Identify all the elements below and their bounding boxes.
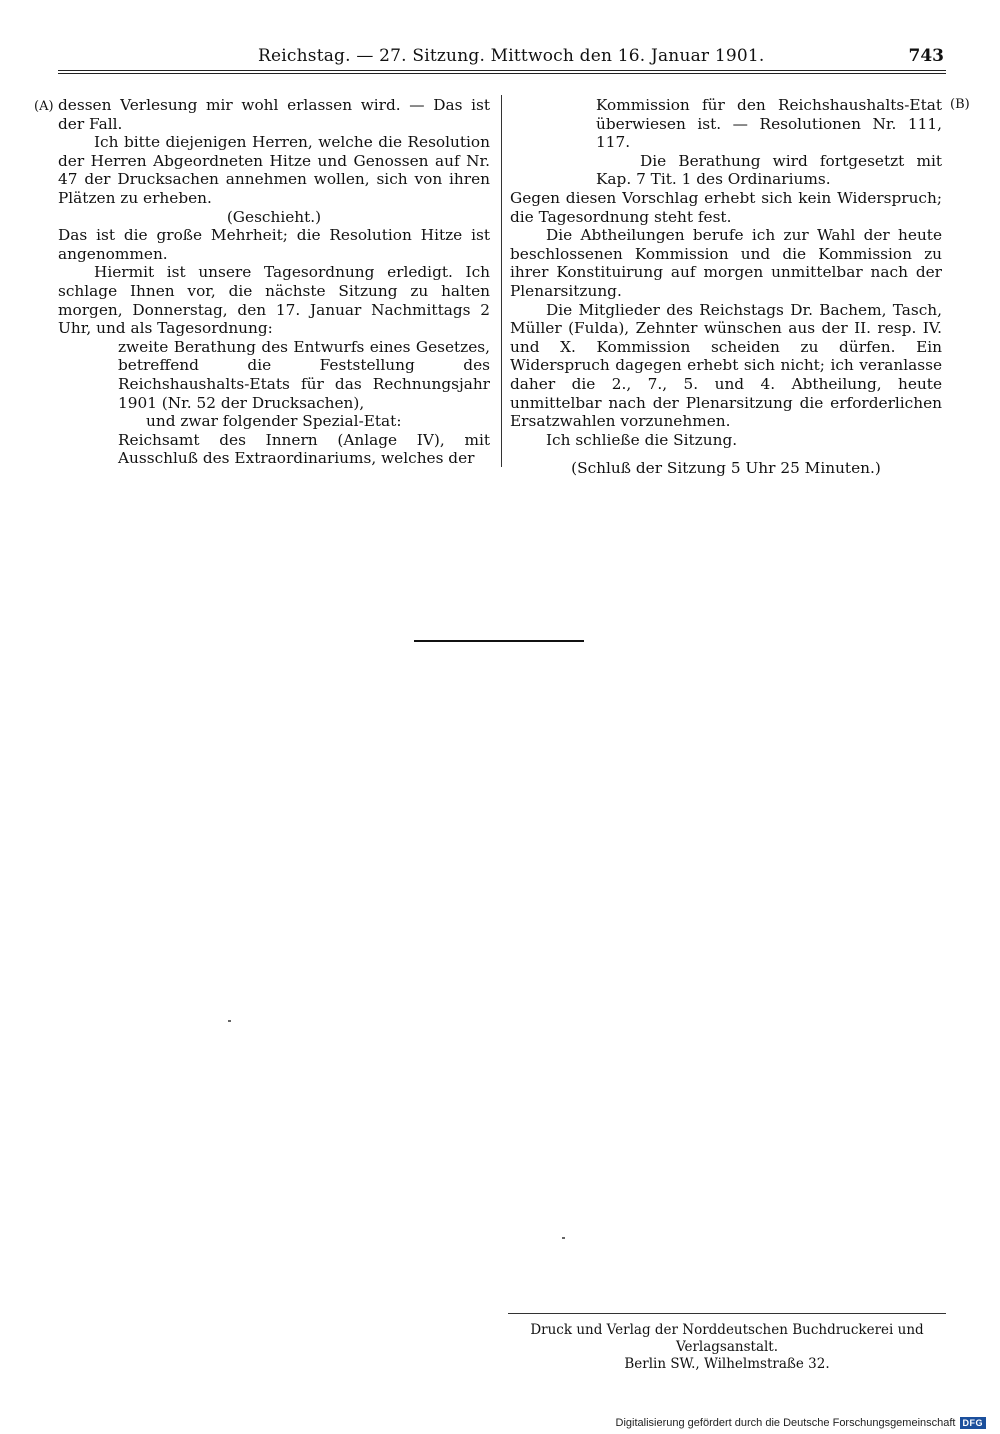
paragraph: Ich bitte diejenigen Herren, welche die Resolution der Herren Abgeordneten Hitze und Genossen auf Nr. 47 der Drucksachen annehmen wollen, sich von ihren Plätzen zu erheben. (58, 133, 490, 207)
imprint-line: Berlin SW., Wilhelmstraße 32. (624, 1356, 830, 1372)
stage-direction: (Geschieht.) (226, 207, 322, 226)
paragraph: Hiermit ist unsere Tagesordnung erledigt. Ich schlage Ihnen vor, die nächste Sitzung zu halten morgen, Donnerstag, den 17. Januar Nachmittags 2 Uhr, und als Tagesordnung: (58, 263, 490, 338)
agenda-subheading: und zwar folgender Spezial-Etat: (146, 412, 402, 431)
left-column (58, 96, 490, 468)
page-number: 743 (908, 46, 944, 66)
imprint-line: Druck und Verlag der Norddeutschen Buchdruckerei und Verlagsanstalt. (530, 1322, 924, 1355)
paragraph: Gegen diesen Vorschlag erhebt sich kein Widerspruch; die Tagesordnung steht fest. (510, 188, 942, 226)
imprint-rule (508, 1313, 946, 1314)
paragraph: Die Berathung wird fortgesetzt mit Kap. 7 Tit. 1 des Ordinariums. (596, 151, 942, 189)
margin-marker-a: (A) (34, 99, 54, 114)
paragraph: Ich schließe die Sitzung. (546, 430, 738, 449)
speck (228, 1020, 231, 1022)
paragraph: dessen Verlesung mir wohl erlassen wird. — Das ist der Fall. (58, 96, 490, 133)
digitization-credit (616, 1417, 986, 1429)
paragraph: Die Mitglieder des Reichstags Dr. Bachem, Tasch, Müller (Fulda), Zehnter wünschen aus der II. resp. IV. und X. Kommission scheiden zu dürfen. Ein Widerspruch dagegen erhebt sich nicht; ich veranlasse daher die 2., 7., 5. und 4. Abtheilung, heute unmittelbar nach der Plenarsitzung die erforderlichen Ersatzwahlen vorzunehmen. (510, 300, 942, 431)
header-rule (58, 70, 946, 74)
digitization-note: Digitalisierung gefördert durch die Deutsche Forschungsgemeinschaft (615, 1417, 956, 1429)
right-column (510, 96, 942, 478)
agenda-item: zweite Berathung des Entwurfs eines Gesetzes, betreffend die Feststellung des Reichshaushalts-Etats für das Rechnungsjahr 1901 (Nr. 52 der Drucksachen), (118, 337, 490, 412)
printer-imprint (508, 1322, 946, 1373)
margin-marker-b: (B) (950, 97, 970, 112)
paragraph: Die Abtheilungen berufe ich zur Wahl der heute beschlossenen Kommission und die Kommission zu ihrer Konstituirung auf morgen unmittelbar nach der Plenarsitzung. (510, 226, 942, 300)
column-divider (501, 95, 502, 467)
speck (562, 1237, 565, 1239)
section-end-rule (414, 640, 584, 642)
agenda-detail-continued: Kommission für den Reichshaushalts-Etat überwiesen ist. — Resolutionen Nr. 111, 117. (596, 96, 942, 152)
dfg-logo: DFG (960, 1417, 987, 1429)
session-closing-note: (Schluß der Sitzung 5 Uhr 25 Minuten.) (571, 459, 881, 478)
paragraph: Das ist die große Mehrheit; die Resolution Hitze ist angenommen. (58, 226, 490, 263)
running-title: Reichstag. — 27. Sitzung. Mittwoch den 16. Januar 1901. (258, 46, 765, 66)
running-header (58, 46, 946, 70)
agenda-detail: Reichsamt des Innern (Anlage IV), mit Ausschluß des Extraordinariums, welches der (118, 430, 490, 468)
